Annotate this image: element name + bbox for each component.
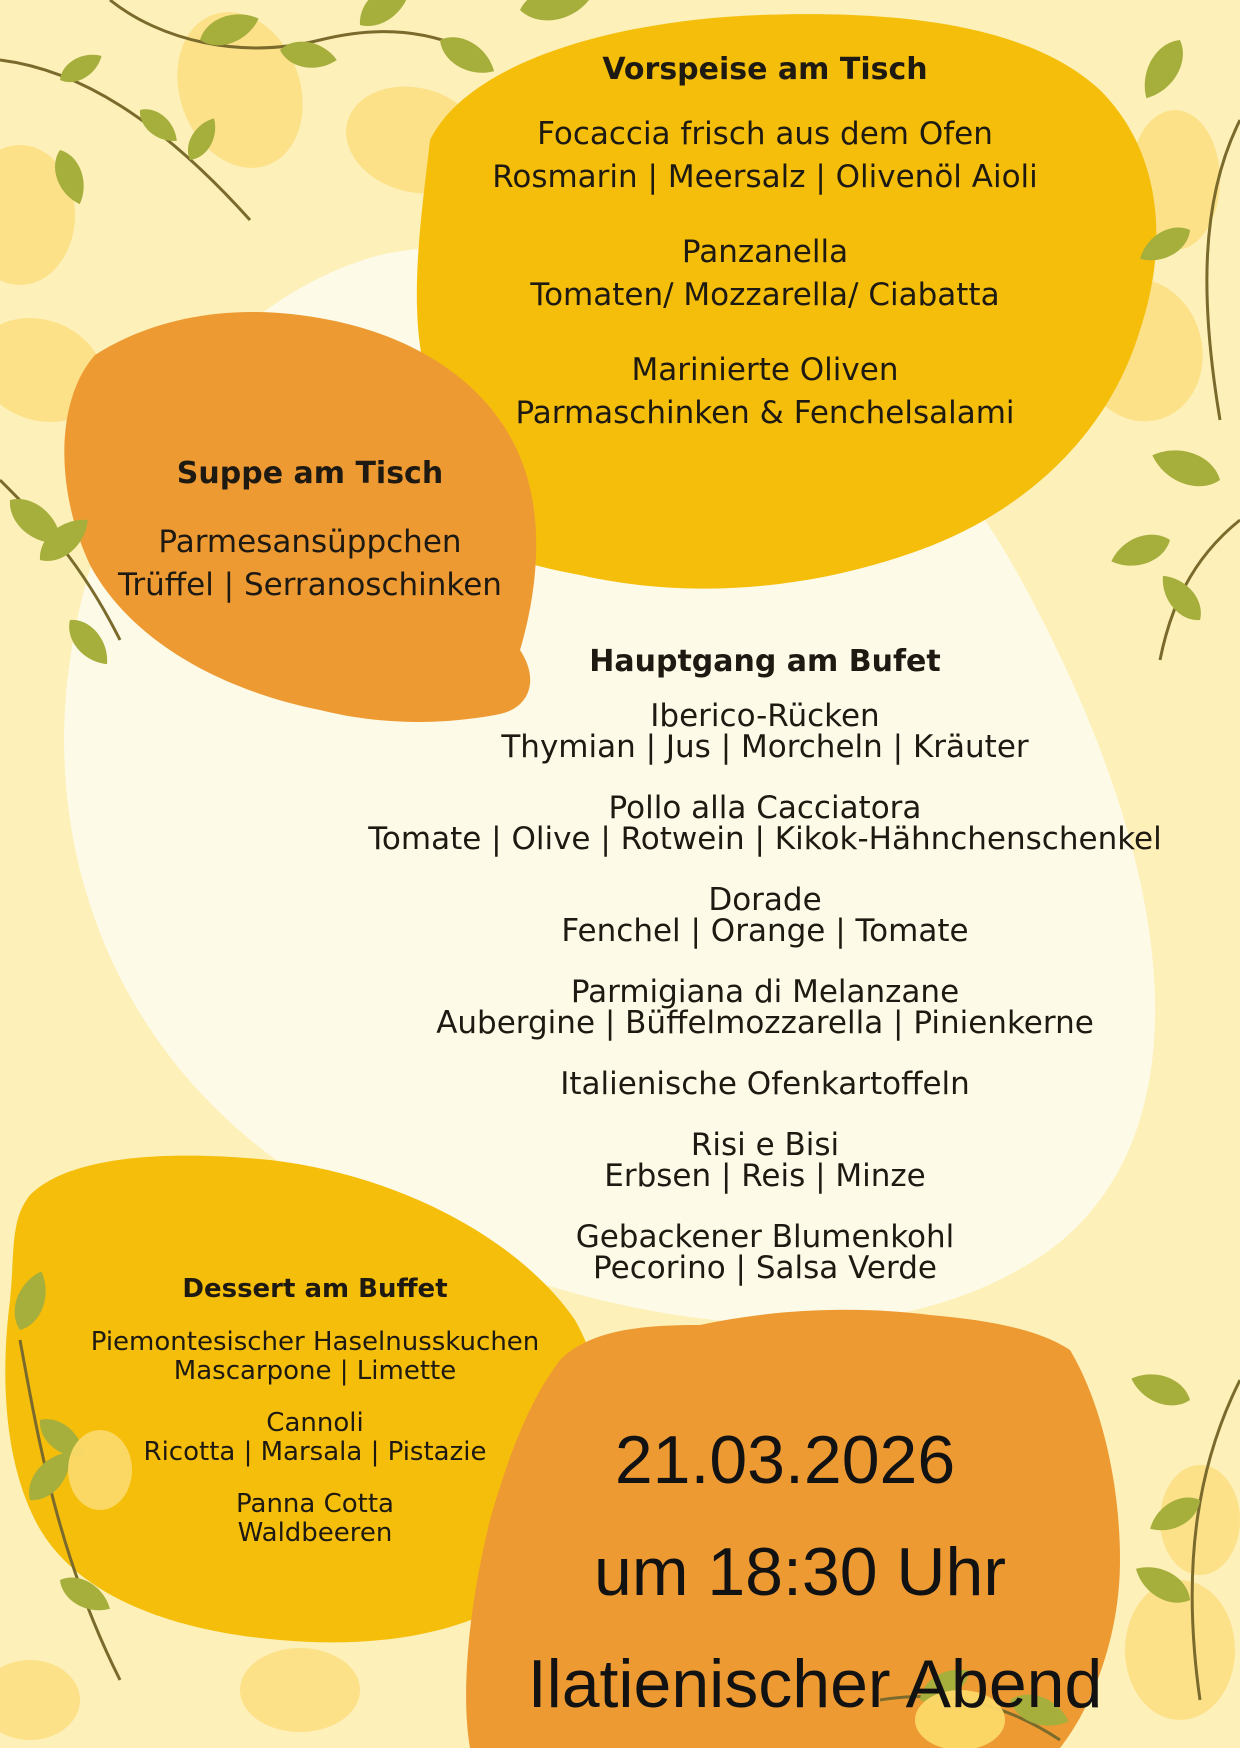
event-info [470,1404,1160,1740]
dish-details: Trüffel | Serranoschinken [118,567,502,603]
dish-name: Parmigiana di Melanzane [570,974,960,1010]
dish-details: Aubergine | Büffelmozzarella | Pinienkerne [436,1005,1094,1041]
dish-name: Piemontesischer Haselnusskuchen [90,1327,540,1357]
dish-details: Rosmarin | Meersalz | Olivenöl Aioli [492,159,1038,195]
dish-name: Gebackener Blumenkohl [575,1219,955,1255]
dish-name: Focaccia frisch aus dem Ofen [537,116,993,152]
event-time: um 18:30 Uhr [594,1534,1006,1610]
section-title: Suppe am Tisch [176,456,444,491]
menu-item [330,790,1200,857]
suppe-section [80,456,540,629]
dish-name: Dorade [708,882,822,918]
vorspeise-section [440,52,1090,467]
dish-details: Parmaschinken & Fenchelsalami [515,395,1015,431]
dish-details: Tomate | Olive | Rotwein | Kikok-Hähnchenschenkel [368,821,1162,857]
menu-item [80,521,540,607]
menu-item [440,231,1090,317]
dish-details: Ricotta | Marsala | Pistazie [143,1437,487,1467]
menu-item [440,113,1090,199]
menu-item [440,349,1090,435]
menu-item [330,698,1200,765]
menu-item [330,1066,1200,1102]
dish-details: Pecorino | Salsa Verde [593,1250,937,1286]
dish-name: Iberico-Rücken [650,698,880,734]
section-title: Hauptgang am Bufet [589,644,941,679]
event-title: Ilatienischer Abend [527,1646,1103,1722]
menu-item [330,974,1200,1041]
dish-name: Marinierte Oliven [631,352,899,388]
dish-name: Risi e Bisi [690,1127,840,1163]
dish-name: Italienische Ofenkartoffeln [560,1066,970,1102]
section-title: Dessert am Buffet [182,1274,448,1304]
dish-name: Panzanella [681,234,849,270]
menu-item [30,1328,600,1386]
dish-details: Tomaten/ Mozzarella/ Ciabatta [530,277,1000,313]
section-title: Vorspeise am Tisch [602,52,928,87]
dish-details: Thymian | Jus | Morcheln | Kräuter [501,729,1029,765]
menu-item [330,1127,1200,1194]
dish-details: Mascarpone | Limette [173,1356,457,1386]
menu-item [330,882,1200,949]
dish-details: Erbsen | Reis | Minze [604,1158,926,1194]
dish-details: Fenchel | Orange | Tomate [561,913,969,949]
dish-name: Cannoli [266,1408,364,1438]
dish-name: Panna Cotta [236,1489,394,1519]
dish-name: Parmesansüppchen [158,524,462,560]
dish-name: Pollo alla Cacciatora [608,790,922,826]
hauptgang-section [330,644,1200,1314]
event-date: 21.03.2026 [614,1422,956,1498]
dish-details: Waldbeeren [237,1518,393,1548]
